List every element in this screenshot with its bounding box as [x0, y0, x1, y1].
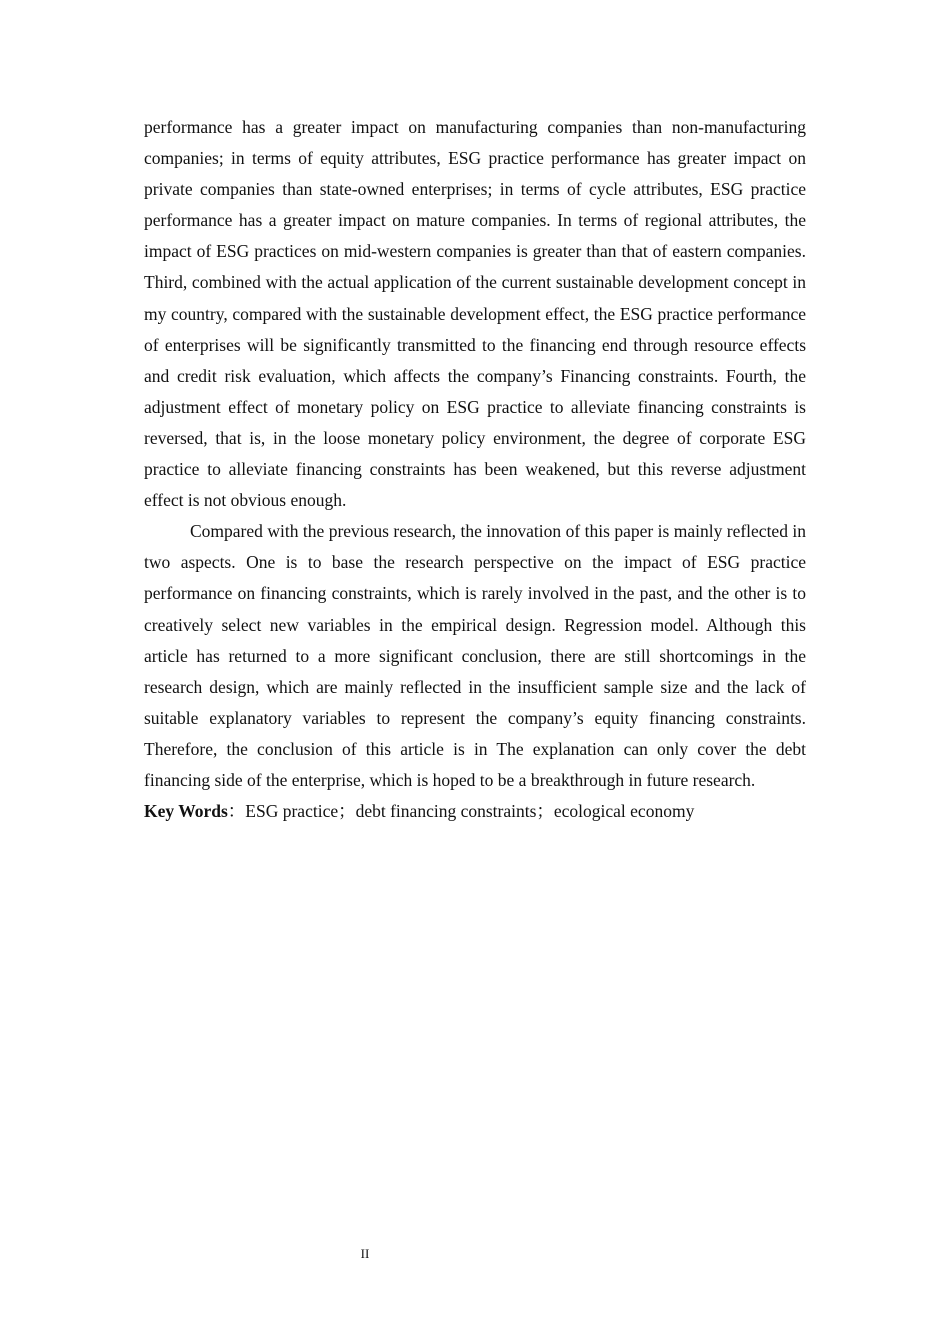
- abstract-body: [144, 112, 806, 827]
- abstract-paragraph-innovation: Compared with the previous research, the innovation of this paper is mainly reflected in two aspects. One is to base the research perspective on the impact of ESG practice performance on financing constraints, which is rarely involved in the past, and the other is to creatively select new variables in the empirical design. Regression model. Although this article has returned to a more significant conclusion, there are still shortcomings in the research design, which are mainly reflected in the insufficient sample size and the lack of suitable explanatory variables to represent the company’s equity financing constraints. Therefore, the conclusion of this article is in The explanation can only cover the debt financing side of the enterprise, which is hoped to be a breakthrough in future research.: [144, 521, 806, 790]
- keywords-list: ：ESG practice；debt financing constraints；ecological economy: [227, 801, 695, 822]
- keywords-label: Key Words: [144, 801, 228, 822]
- keywords-line: [144, 796, 806, 827]
- page-number: II: [360, 1246, 370, 1261]
- abstract-paragraph-continued: performance has a greater impact on manufacturing companies than non-manufacturing companies; in terms of equity attributes, ESG practice performance has greater impact on private companies than state-owned enterprises; in terms of cycle attributes, ESG practice performance has a greater impact on mature companies. In terms of regional attributes, the impact of ESG practices on mid-western companies is greater than that of eastern companies. Third, combined with the actual application of the current sustainable development concept in my country, compared with the sustainable development effect, the ESG practice performance of enterprises will be significantly transmitted to the financing end through resource effects and credit risk evaluation, which affects the company’s Financing constraints. Fourth, the adjustment effect of monetary policy on ESG practice to alleviate financing constraints is reversed, that is, in the loose monetary policy environment, the degree of corporate ESG practice to alleviate financing constraints has been weakened, but this reverse adjustment effect is not obvious enough.: [144, 117, 806, 511]
